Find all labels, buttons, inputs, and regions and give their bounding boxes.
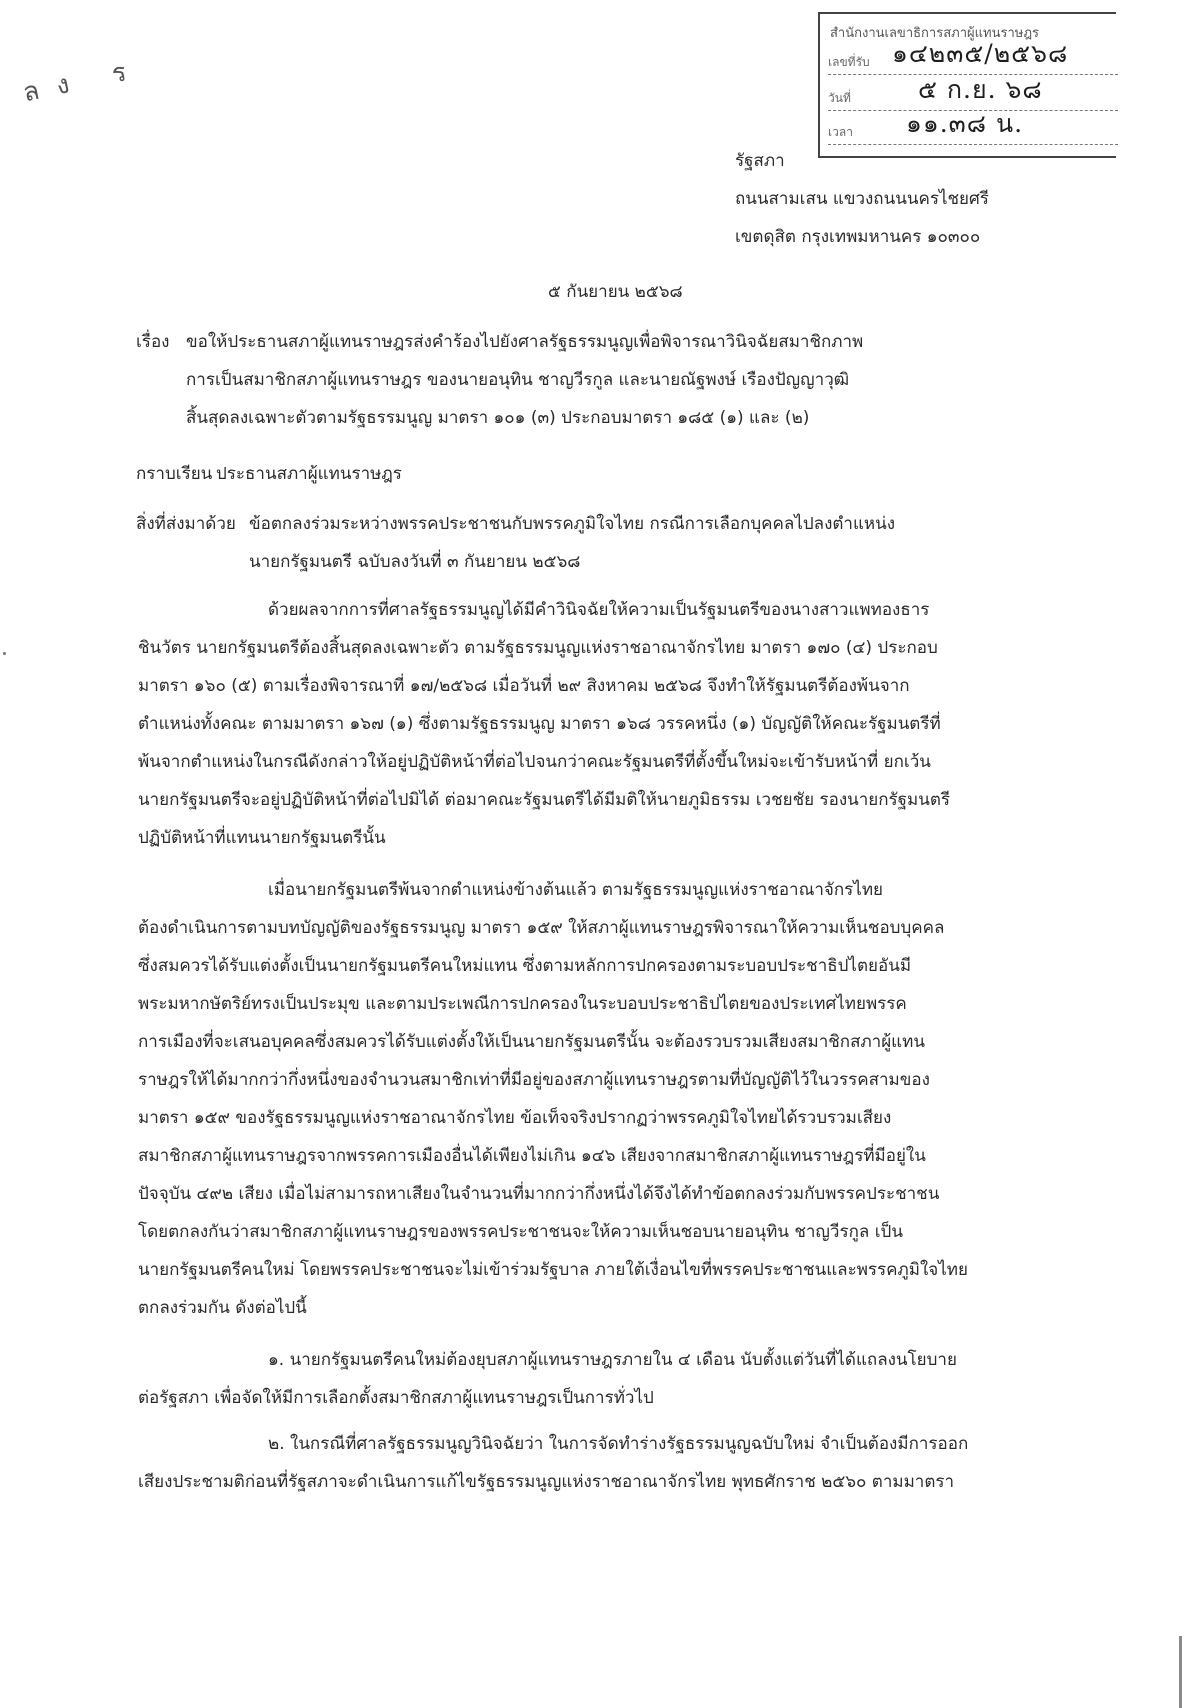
paragraph-line: พระมหากษัตริย์ทรงเป็นประมุข และตามประเพณีการปกครองในระบอบประชาธิปไตยของประเทศไทยพรรค (138, 994, 907, 1014)
stamp-date-label: วันที่ (828, 91, 851, 105)
scan-speck (3, 652, 6, 655)
stamp-receipt-number: ๑๔๒๓๕/๒๕๖๘ (892, 39, 1069, 68)
handwritten-corner-mark: ลง ร (20, 53, 147, 109)
subject-line-3: สิ้นสุดลงเฉพาะตัวตามรัฐธรรมนูญ มาตรา ๑๐๑ (๓) ประกอบมาตรา ๑๘๕ (๑) และ (๒) (186, 408, 810, 428)
address-line-2: ถนนสามเสน แขวงถนนนครไชยศรี (735, 189, 989, 209)
item-line: ๑. นายกรัฐมนตรีคนใหม่ต้องยุบสภาผู้แทนราษฎรภายใน ๔ เดือน นับตั้งแต่วันที่ได้แถลงนโยบาย (268, 1350, 957, 1370)
paragraph-line: นายกรัฐมนตรีจะอยู่ปฏิบัติหน้าที่ต่อไปมิได้ ต่อมาคณะรัฐมนตรีได้มีมติให้นายภูมิธรรม เวชยชัย รองนายกรัฐมนตรี (138, 790, 951, 810)
paragraph-line: ปฏิบัติหน้าที่แทนนายกรัฐมนตรีนั้น (138, 828, 386, 848)
subject-label: เรื่อง (136, 332, 170, 352)
paragraph-line: มาตรา ๑๖๐ (๕) ตามเรื่องพิจารณาที่ ๑๗/๒๕๖๘ เมื่อวันที่ ๒๙ สิงหาคม ๒๕๖๘ จึงทำให้รัฐมนตรีต้องพ้นจาก (138, 676, 910, 696)
letter-date: ๕ กันยายน ๒๕๖๘ (548, 282, 683, 302)
item-line: ๒. ในกรณีที่ศาลรัฐธรรมนูญวินิจฉัยว่า ในการจัดทำร่างรัฐธรรมนูญฉบับใหม่ จำเป็นต้องมีการออก (268, 1434, 969, 1454)
paragraph-line: นายกรัฐมนตรีคนใหม่ โดยพรรคประชาชนจะไม่เข้าร่วมรัฐบาล ภายใต้เงื่อนไขที่พรรคประชาชนและพรรคภูมิใจไทย (138, 1260, 968, 1280)
stamp-time-row (828, 109, 1118, 145)
paragraph-line: สมาชิกสภาผู้แทนราษฎรจากพรรคการเมืองอื่นได้เพียงไม่เกิน ๑๔๖ เสียงจากสมาชิกสภาผู้แทนราษฎรที่มีอยู่ใน (138, 1146, 926, 1166)
receipt-stamp (818, 12, 1116, 158)
paragraph-line: ด้วยผลจากการที่ศาลรัฐธรรมนูญได้มีคำวินิจฉัยให้ความเป็นรัฐมนตรีของนางสาวแพทองธาร (268, 600, 930, 620)
scan-edge-line (1179, 1636, 1182, 1708)
enclosure-label: สิ่งที่ส่งมาด้วย (136, 514, 236, 534)
paragraph-line: การเมืองที่จะเสนอบุคคลซึ่งสมควรได้รับแต่งตั้งให้เป็นนายกรัฐมนตรีนั้น จะต้องรวบรวมเสียงสมาชิกสภาผู้แทน (138, 1032, 925, 1052)
paragraph-line: มาตรา ๑๕๙ ของรัฐธรรมนูญแห่งราชอาณาจักรไทย ข้อเท็จจริงปรากฏว่าพรรคภูมิใจไทยได้รวบรวมเสียง (138, 1108, 892, 1128)
paragraph-line: โดยตกลงกันว่าสมาชิกสภาผู้แทนราษฎรของพรรคประชาชนจะให้ความเห็นชอบนายอนุทิน ชาญวีรกูล เป็น (138, 1222, 903, 1242)
sender-address (735, 142, 989, 256)
stamp-office-name: สำนักงานเลขาธิการสภาผู้แทนราษฎร (830, 26, 1040, 41)
salutation-recipient: ประธานสภาผู้แทนราษฎร (216, 464, 402, 484)
paragraph-line: ตกลงร่วมกัน ดังต่อไปนี้ (138, 1298, 307, 1318)
paragraph-line: ราษฎรให้ได้มากกว่ากึ่งหนึ่งของจำนวนสมาชิกเท่าที่มีอยู่ของสภาผู้แทนราษฎรตามที่บัญญัติไว้ในวรรคสามของ (138, 1070, 930, 1090)
salutation-label: กราบเรียน (136, 464, 213, 484)
enclosure-line-1: ข้อตกลงร่วมระหว่างพรรคประชาชนกับพรรคภูมิใจไทย กรณีการเลือกบุคคลไปลงตำแหน่ง (249, 514, 896, 534)
subject-line-2: การเป็นสมาชิกสภาผู้แทนราษฎร ของนายอนุทิน ชาญวีรกูล และนายณัฐพงษ์ เรืองปัญญาวุฒิ (186, 370, 850, 390)
stamp-time-label: เวลา (828, 125, 853, 139)
address-line-1: รัฐสภา (735, 151, 785, 171)
stamp-time: ๑๑.๓๘ น. (906, 109, 1024, 138)
item-line: ต่อรัฐสภา เพื่อจัดให้มีการเลือกตั้งสมาชิกสภาผู้แทนราษฎรเป็นการทั่วไป (138, 1388, 654, 1408)
enclosure-line-2: นายกรัฐมนตรี ฉบับลงวันที่ ๓ กันยายน ๒๕๖๘ (249, 552, 581, 572)
paragraph-line: ปัจจุบัน ๔๙๒ เสียง เมื่อไม่สามารถหาเสียงในจำนวนที่มากกว่ากึ่งหนึ่งได้จึงได้ทำข้อตกลงร่วมกับพรรคประชาชน (138, 1184, 940, 1204)
item-line: เสียงประชามติก่อนที่รัฐสภาจะดำเนินการแก้ไขรัฐธรรมนูญแห่งราชอาณาจักรไทย พุทธศักราช ๒๕๖๐ ตามมาตรา (138, 1472, 955, 1492)
paragraph-line: เมื่อนายกรัฐมนตรีพ้นจากตำแหน่งข้างต้นแล้ว ตามรัฐธรรมนูญแห่งราชอาณาจักรไทย (268, 880, 884, 900)
paragraph-line: ตำแหน่งทั้งคณะ ตามมาตรา ๑๖๗ (๑) ซึ่งตามรัฐธรรมนูญ มาตรา ๑๖๘ วรรคหนึ่ง (๑) บัญญัติให้คณะรัฐมนตรีที่ (138, 714, 941, 734)
paragraph-line: ซึ่งสมควรได้รับแต่งตั้งเป็นนายกรัฐมนตรีคนใหม่แทน ซึ่งตามหลักการปกครองตามระบอบประชาธิปไตยอันมี (138, 956, 912, 976)
address-line-3: เขตดุสิต กรุงเทพมหานคร ๑๐๓๐๐ (735, 227, 981, 247)
stamp-date: ๕ ก.ย. ๖๘ (918, 75, 1043, 104)
paragraph-line: ต้องดำเนินการตามบทบัญญัติของรัฐธรรมนูญ มาตรา ๑๕๙ ให้สภาผู้แทนราษฎรพิจารณาให้ความเห็นชอบบุคคล (138, 918, 945, 938)
paragraph-line: พ้นจากตำแหน่งในกรณีดังกล่าวให้อยู่ปฏิบัติหน้าที่ต่อไปจนกว่าคณะรัฐมนตรีที่ตั้งขึ้นใหม่จะเข้ารับหน้าที่ ยกเว้น (138, 752, 931, 772)
paragraph-line: ชินวัตร นายกรัฐมนตรีต้องสิ้นสุดลงเฉพาะตัว ตามรัฐธรรมนูญแห่งราชอาณาจักรไทย มาตรา ๑๗๐ (๔) ประกอบ (138, 638, 938, 658)
subject-line-1: ขอให้ประธานสภาผู้แทนราษฎรส่งคำร้องไปยังศาลรัฐธรรมนูญเพื่อพิจารณาวินิจฉัยสมาชิกภาพ (186, 332, 864, 352)
stamp-receipt-number-label: เลขที่รับ (828, 55, 870, 69)
